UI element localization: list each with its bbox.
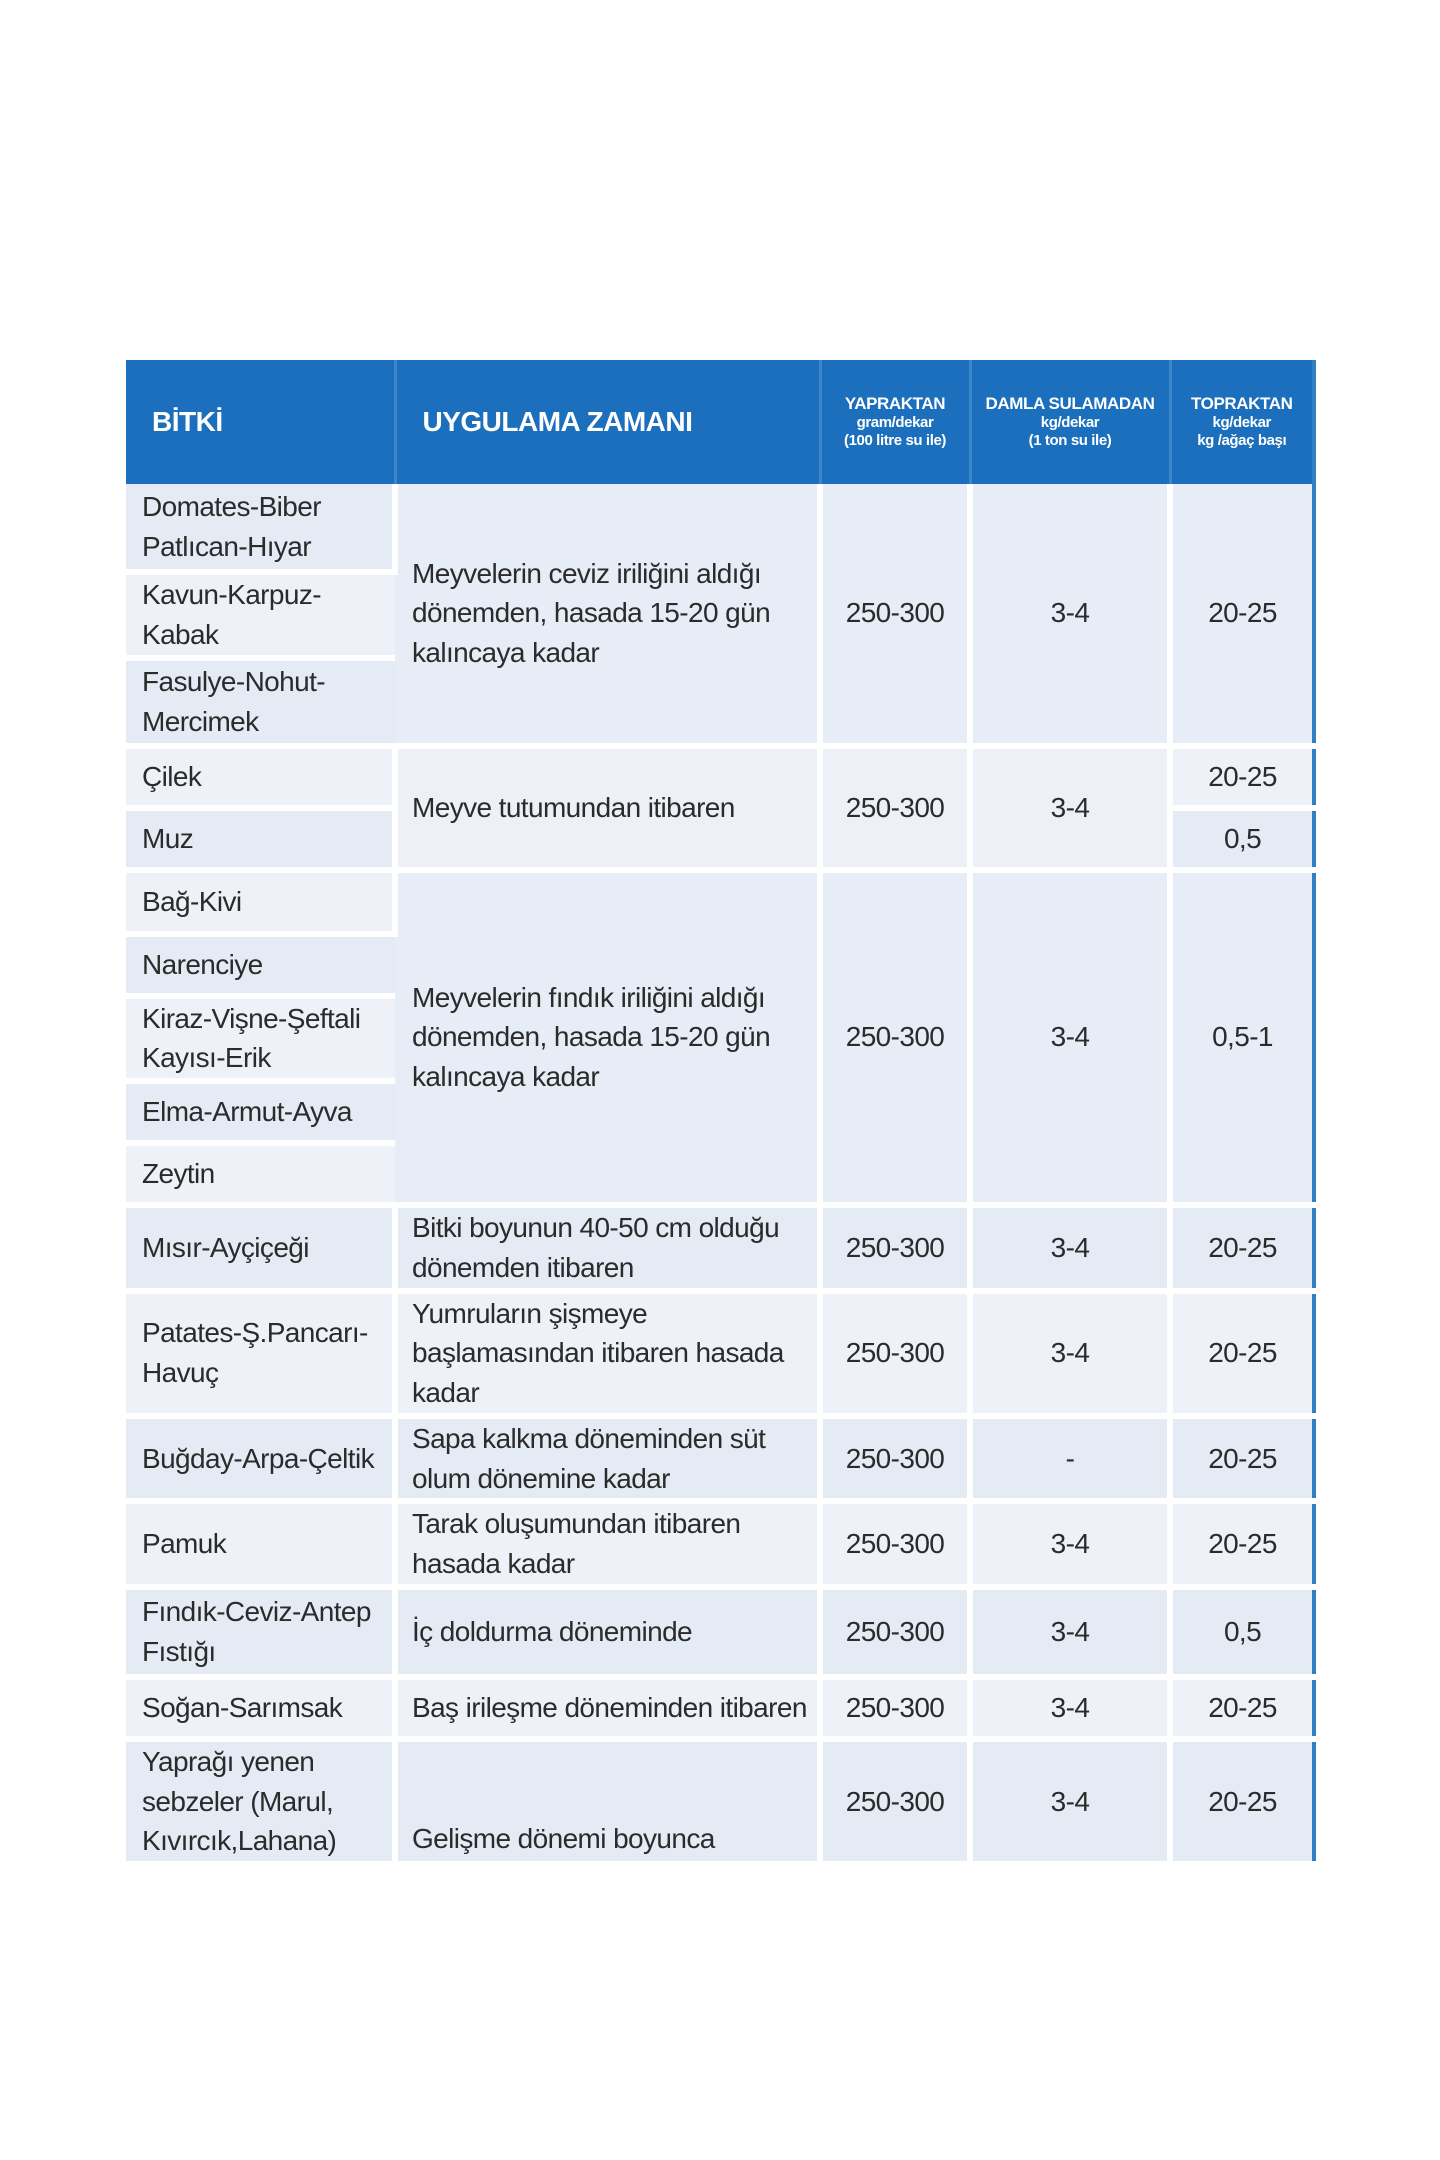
soil-dose-cell: 20-25	[1170, 1739, 1314, 1864]
plant-cell: Muz	[126, 808, 395, 870]
header-drip-note: (1 ton su ile)	[1028, 432, 1112, 450]
table-header	[126, 360, 1314, 484]
drip-dose-cell: 3-4	[970, 484, 1170, 746]
header-drip-title: DAMLA SULAMADAN	[985, 394, 1155, 414]
soil-dose-cell: 20-25	[1170, 1501, 1314, 1587]
timing-cell: Baş irileşme döneminden itibaren	[395, 1677, 820, 1739]
soil-dose-cell: 20-25	[1170, 746, 1314, 808]
foliar-dose-cell: 250-300	[820, 870, 970, 1206]
timing-cell: Tarak oluşumundan itibaren hasada kadar	[395, 1501, 820, 1587]
soil-dose-cell: 0,5	[1170, 1587, 1314, 1677]
table-row	[126, 1416, 1314, 1502]
foliar-dose-cell: 250-300	[820, 484, 970, 746]
foliar-dose-cell: 250-300	[820, 1416, 970, 1502]
timing-cell: Meyvelerin ceviz iriliğini aldığı dönemden, hasada 15-20 gün kalıncaya kadar	[395, 484, 820, 746]
drip-dose-cell: 3-4	[970, 1291, 1170, 1416]
table-row	[126, 1739, 1314, 1864]
plant-cell: Zeytin	[126, 1143, 395, 1205]
drip-dose-cell: 3-4	[970, 870, 1170, 1206]
foliar-dose-cell: 250-300	[820, 746, 970, 870]
plant-cell: Domates-Biber Patlıcan-Hıyar	[126, 484, 395, 572]
drip-dose-cell: 3-4	[970, 1501, 1170, 1587]
foliar-dose-cell: 250-300	[820, 1739, 970, 1864]
header-timing: UYGULAMA ZAMANI	[395, 360, 820, 484]
table-row	[126, 1291, 1314, 1416]
timing-cell: İç doldurma döneminde	[395, 1587, 820, 1677]
timing-cell: Gelişme dönemi boyunca	[395, 1739, 820, 1864]
table-row	[126, 1205, 1314, 1291]
plant-cell: Elma-Armut-Ayva	[126, 1081, 395, 1143]
timing-cell: Yumruların şişmeye başlamasından itibaren hasada kadar	[395, 1291, 820, 1416]
timing-cell: Sapa kalkma döneminden süt olum dönemine kadar	[395, 1416, 820, 1502]
header-foliar-title: YAPRAKTAN	[844, 394, 946, 414]
table-row	[126, 746, 1314, 808]
plant-cell: Fasulye-Nohut-Mercimek	[126, 658, 395, 746]
plant-cell: Patates-Ş.Pancarı-Havuç	[126, 1291, 395, 1416]
foliar-dose-cell: 250-300	[820, 1677, 970, 1739]
drip-dose-cell: 3-4	[970, 1677, 1170, 1739]
header-soil	[1170, 360, 1314, 484]
soil-dose-cell: 20-25	[1170, 1677, 1314, 1739]
header-plant: BİTKİ	[126, 360, 395, 484]
header-foliar	[820, 360, 970, 484]
plant-cell: Mısır-Ayçiçeği	[126, 1205, 395, 1291]
foliar-dose-cell: 250-300	[820, 1291, 970, 1416]
header-soil-unit: kg/dekar	[1212, 414, 1271, 432]
foliar-dose-cell: 250-300	[820, 1205, 970, 1291]
header-soil-note: kg /ağaç başı	[1197, 432, 1287, 450]
plant-cell: Fındık-Ceviz-Antep Fıstığı	[126, 1587, 395, 1677]
header-foliar-note: (100 litre su ile)	[843, 432, 946, 450]
table-row	[126, 1677, 1314, 1739]
header-drip-unit: kg/dekar	[1040, 414, 1100, 432]
drip-dose-cell: 3-4	[970, 1587, 1170, 1677]
plant-cell: Soğan-Sarımsak	[126, 1677, 395, 1739]
soil-dose-cell: 20-25	[1170, 484, 1314, 746]
plant-cell: Pamuk	[126, 1501, 395, 1587]
soil-dose-cell: 20-25	[1170, 1416, 1314, 1502]
soil-dose-cell: 0,5	[1170, 808, 1314, 870]
plant-cell: Kavun-Karpuz-Kabak	[126, 572, 395, 658]
plant-cell: Yaprağı yenen sebzeler (Marul, Kıvırcık,Lahana)	[126, 1739, 395, 1864]
header-soil-title: TOPRAKTAN	[1190, 394, 1293, 414]
drip-dose-cell: 3-4	[970, 1205, 1170, 1291]
plant-cell: Buğday-Arpa-Çeltik	[126, 1416, 395, 1502]
timing-cell: Bitki boyunun 40-50 cm olduğu dönemden itibaren	[395, 1205, 820, 1291]
drip-dose-cell: 3-4	[970, 746, 1170, 870]
timing-cell: Meyve tutumundan itibaren	[395, 746, 820, 870]
soil-dose-cell: 0,5-1	[1170, 870, 1314, 1206]
drip-dose-cell: -	[970, 1416, 1170, 1502]
soil-dose-cell: 20-25	[1170, 1205, 1314, 1291]
table-row	[126, 484, 1314, 572]
plant-cell: Narenciye	[126, 934, 395, 996]
drip-dose-cell: 3-4	[970, 1739, 1170, 1864]
plant-cell: Çilek	[126, 746, 395, 808]
plant-cell: Bağ-Kivi	[126, 870, 395, 934]
timing-cell: Meyvelerin fındık iriliğini aldığı dönemden, hasada 15-20 gün kalıncaya kadar	[395, 870, 820, 1206]
table-row	[126, 1501, 1314, 1587]
table-body	[126, 484, 1314, 1864]
soil-dose-cell: 20-25	[1170, 1291, 1314, 1416]
table-row	[126, 870, 1314, 934]
foliar-dose-cell: 250-300	[820, 1587, 970, 1677]
table-row	[126, 1587, 1314, 1677]
plant-cell: Kiraz-Vişne-Şeftali Kayısı-Erik	[126, 996, 395, 1082]
header-foliar-unit: gram/dekar	[856, 414, 934, 432]
header-drip	[970, 360, 1170, 484]
foliar-dose-cell: 250-300	[820, 1501, 970, 1587]
dosage-table	[126, 360, 1316, 1867]
